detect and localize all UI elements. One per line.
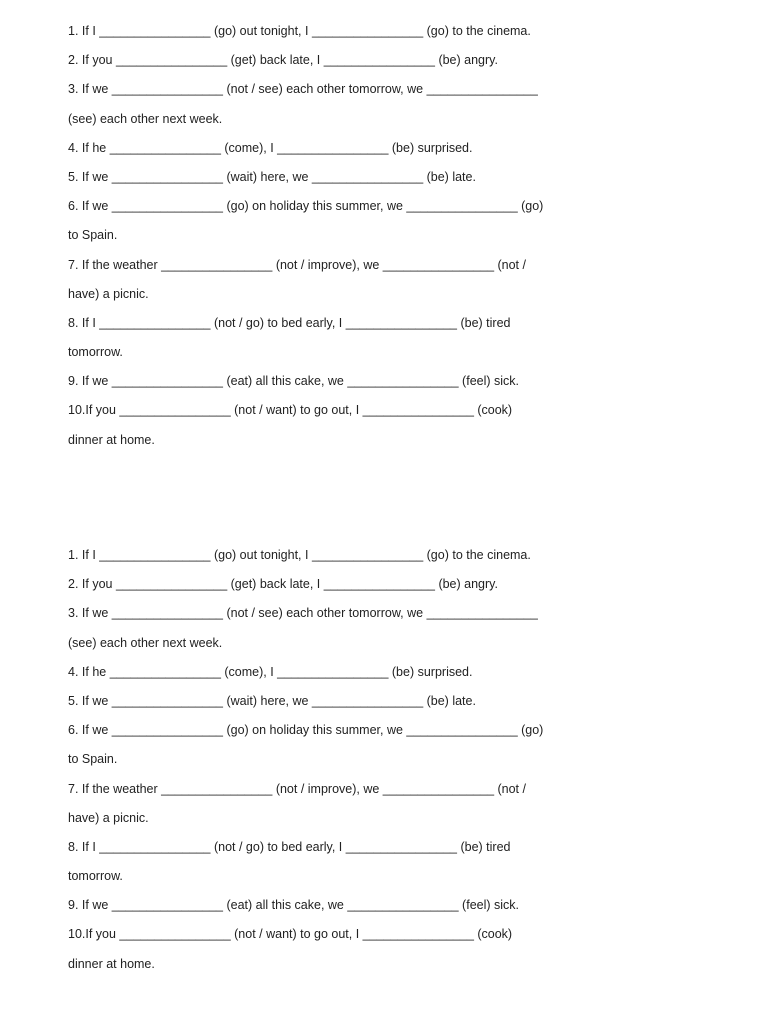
exercise-line: 3. If we ________________ (not / see) each other tomorrow, we ________________ [68, 82, 538, 97]
exercise-line: 1. If I ________________ (go) out tonight, I ________________ (go) to the cinema. [68, 548, 531, 562]
exercise-line: tomorrow. [68, 869, 123, 884]
exercise-line: to Spain. [68, 228, 118, 243]
exercise-line: dinner at home. [68, 956, 155, 971]
exercise-line: 6. If we ________________ (go) on holiday this summer, we ________________ (go) [68, 723, 544, 738]
exercise-line: have) a picnic. [68, 810, 149, 825]
worksheet-first [68, 22, 588, 460]
exercise-line: 7. If the weather ________________ (not / improve), we ________________ (not / [68, 781, 526, 796]
exercise-line: to Spain. [68, 752, 118, 767]
exercise-line: 10.If you ________________ (not / want) to go out, I ________________ (cook) [68, 927, 513, 942]
exercise-line: 8. If I ________________ (not / go) to bed early, I ________________ (be) tired [68, 315, 511, 330]
exercise-line: 2. If you ________________ (get) back late, I ________________ (be) angry. [68, 53, 498, 68]
exercise-line: 1. If I ________________ (go) out tonight, I ________________ (go) to the cinema. [68, 24, 531, 38]
exercise-line: 10.If you ________________ (not / want) to go out, I ________________ (cook) [68, 403, 513, 418]
exercise-line: (see) each other next week. [68, 635, 223, 650]
exercise-line: 9. If we ________________ (eat) all this cake, we ________________ (feel) sick. [68, 898, 520, 913]
exercise-line: 2. If you ________________ (get) back late, I ________________ (be) angry. [68, 577, 498, 592]
exercise-line: 3. If we ________________ (not / see) each other tomorrow, we ________________ [68, 606, 538, 621]
exercise-line: 4. If he ________________ (come), I ________________ (be) surprised. [68, 664, 473, 679]
exercise-line: have) a picnic. [68, 286, 149, 301]
worksheet-second [68, 546, 588, 984]
exercise-line: 7. If the weather ________________ (not / improve), we ________________ (not / [68, 257, 526, 272]
exercise-line: 4. If he ________________ (come), I ________________ (be) surprised. [68, 140, 473, 155]
exercise-line: tomorrow. [68, 345, 123, 360]
exercise-line: (see) each other next week. [68, 111, 223, 126]
exercise-line: dinner at home. [68, 432, 155, 447]
exercise-line: 5. If we ________________ (wait) here, we ________________ (be) late. [68, 169, 476, 184]
exercise-line: 5. If we ________________ (wait) here, we ________________ (be) late. [68, 693, 476, 708]
exercise-line: 9. If we ________________ (eat) all this cake, we ________________ (feel) sick. [68, 374, 520, 389]
exercise-line: 8. If I ________________ (not / go) to bed early, I ________________ (be) tired [68, 839, 511, 854]
exercise-line: 6. If we ________________ (go) on holiday this summer, we ________________ (go) [68, 199, 544, 214]
